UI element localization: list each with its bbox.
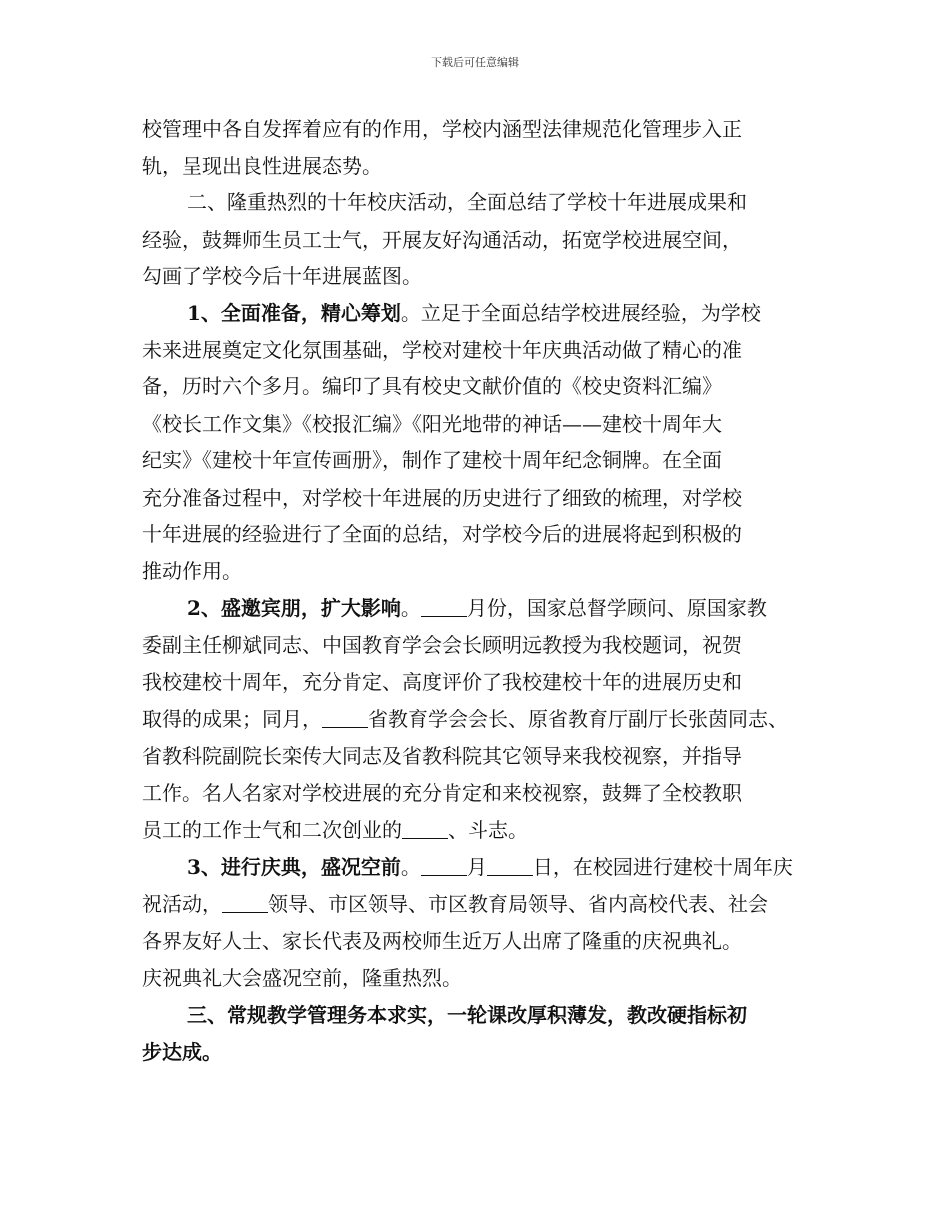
text-run: 取得的成果；同月， <box>142 707 322 731</box>
text-line <box>142 892 768 916</box>
blank-underline <box>322 709 368 728</box>
text-line: 工作。名人名家对学校进展的充分肯定和来校视察，鼓舞了全校教职 <box>142 781 742 805</box>
text-line: 各界友好人士、家长代表及两校师生近万人出席了隆重的庆祝典礼。 <box>142 929 742 953</box>
text-line <box>187 301 761 325</box>
text-line: 校管理中各自发挥着应有的作用，学校内涵型法律规范化管理步入正 <box>142 117 742 141</box>
text-line <box>187 855 793 879</box>
blank-underline <box>222 894 268 913</box>
text-line: 未来进展奠定文化氛围基础，学校对建校十年庆典活动做了精心的准 <box>142 338 742 362</box>
text-line: 《校长工作文集》《校报汇编》《阳光地带的神话——建校十周年大 <box>142 412 722 436</box>
text-line: 省教科院副院长栾传大同志及省教科院其它领导来我校视察，并指导 <box>142 744 742 768</box>
text-line <box>142 707 788 731</box>
blank-underline <box>487 857 533 876</box>
text-run: 领导、市区领导、市区教育局领导、省内高校代表、社会 <box>268 892 768 916</box>
text-line: 庆祝典礼大会盛况空前，隆重热烈。 <box>142 966 462 990</box>
text-run: 。立足于全面总结学校进展经验，为学校 <box>400 301 761 325</box>
text-run: 日，在校园进行建校十周年庆 <box>532 855 793 879</box>
text-line <box>187 596 767 620</box>
text-line: 经验，鼓舞师生员工士气，开展友好沟通活动，拓宽学校进展空间， <box>142 228 742 252</box>
text-run: 月份，国家总督学顾问、原国家教 <box>466 596 767 620</box>
text-line: 推动作用。 <box>142 559 242 583</box>
section-heading: 步达成。 <box>142 1040 222 1064</box>
text-run: 。 <box>400 855 421 879</box>
text-line: 充分准备过程中，对学校十年进展的历史进行了细致的梳理，对学校 <box>142 486 742 510</box>
text-run: 。 <box>400 596 421 620</box>
text-line: 二、隆重热烈的十年校庆活动，全面总结了学校十年进展成果和 <box>187 190 747 214</box>
text-run: 省教育学会会长、原省教育厅副厅长张茵同志、 <box>368 707 788 731</box>
text-line <box>142 818 528 842</box>
blank-underline <box>421 857 467 876</box>
section-heading: 三、常规教学管理务本求实，一轮课改厚积薄发，教改硬指标初 <box>187 1003 747 1027</box>
blank-underline <box>421 598 467 617</box>
text-line: 委副主任柳斌同志、中国教育学会会长顾明远教授为我校题词，祝贺 <box>142 633 742 657</box>
blank-underline <box>402 820 448 839</box>
section-heading: 1、全面准备，精心筹划 <box>187 301 401 325</box>
text-line: 备，历时六个多月。编印了具有校史文献价值的《校史资料汇编》 <box>142 374 722 398</box>
text-run: 、斗志。 <box>448 818 528 842</box>
section-heading: 2、盛邀宾朋，扩大影响 <box>187 596 401 620</box>
text-line: 我校建校十周年，充分肯定、高度评价了我校建校十年的进展历史和 <box>142 670 742 694</box>
text-run: 月 <box>466 855 487 879</box>
section-heading: 3、进行庆典，盛况空前 <box>187 855 401 879</box>
text-run: 员工的工作士气和二次创业的 <box>142 818 402 842</box>
page-header: 下载后可任意编辑 <box>431 56 519 69</box>
text-run: 祝活动， <box>142 892 222 916</box>
text-line: 纪实》《建校十年宣传画册》，制作了建校十周年纪念铜牌。在全面 <box>142 448 722 472</box>
text-line: 十年进展的经验进行了全面的总结，对学校今后的进展将起到积极的 <box>142 522 742 546</box>
text-line: 勾画了学校今后十年进展蓝图。 <box>142 264 422 288</box>
text-line: 轨，呈现出良性进展态势。 <box>142 154 382 178</box>
